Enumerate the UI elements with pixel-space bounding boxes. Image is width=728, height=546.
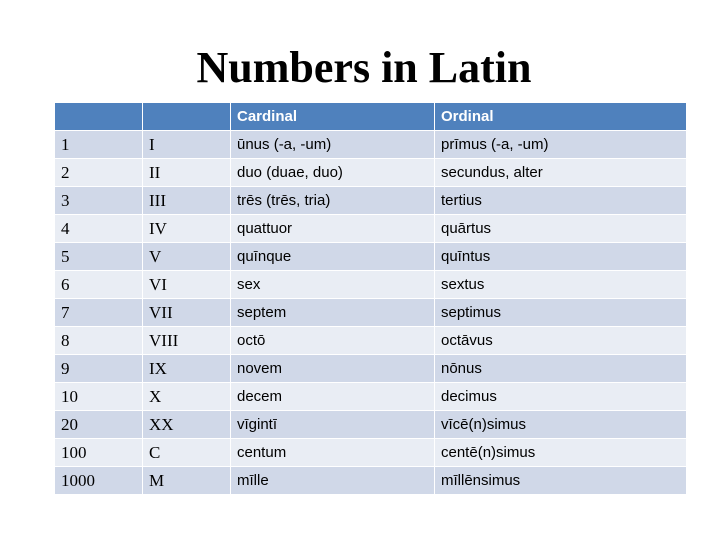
header-cardinal: Cardinal <box>231 103 435 131</box>
cell-ordinal: vīcē(n)simus <box>435 411 687 439</box>
cell-number: 20 <box>55 411 143 439</box>
cell-ordinal: nōnus <box>435 355 687 383</box>
numbers-table <box>54 102 687 495</box>
cell-ordinal: prīmus (-a, -um) <box>435 131 687 159</box>
cell-roman: VI <box>143 271 231 299</box>
table-row <box>55 243 687 271</box>
table-header-row <box>55 103 687 131</box>
cell-roman: I <box>143 131 231 159</box>
cell-number: 7 <box>55 299 143 327</box>
cell-number: 5 <box>55 243 143 271</box>
cell-cardinal: novem <box>231 355 435 383</box>
page-title: Numbers in Latin <box>196 43 532 92</box>
header-number <box>55 103 143 131</box>
table-row <box>55 187 687 215</box>
cell-roman: III <box>143 187 231 215</box>
table-row <box>55 467 687 495</box>
cell-ordinal: quārtus <box>435 215 687 243</box>
cell-cardinal: trēs (trēs, tria) <box>231 187 435 215</box>
cell-cardinal: octō <box>231 327 435 355</box>
table-row <box>55 159 687 187</box>
header-ordinal: Ordinal <box>435 103 687 131</box>
cell-ordinal: octāvus <box>435 327 687 355</box>
cell-cardinal: duo (duae, duo) <box>231 159 435 187</box>
cell-ordinal: centē(n)simus <box>435 439 687 467</box>
cell-cardinal: quattuor <box>231 215 435 243</box>
table-row <box>55 383 687 411</box>
cell-roman: C <box>143 439 231 467</box>
cell-roman: M <box>143 467 231 495</box>
cell-ordinal: tertius <box>435 187 687 215</box>
header-roman <box>143 103 231 131</box>
table-row <box>55 411 687 439</box>
cell-roman: IX <box>143 355 231 383</box>
cell-cardinal: quīnque <box>231 243 435 271</box>
table-row <box>55 131 687 159</box>
table-row <box>55 215 687 243</box>
cell-cardinal: ūnus (-a, -um) <box>231 131 435 159</box>
cell-roman: VII <box>143 299 231 327</box>
cell-ordinal: quīntus <box>435 243 687 271</box>
cell-roman: X <box>143 383 231 411</box>
cell-ordinal: mīllēnsimus <box>435 467 687 495</box>
cell-number: 9 <box>55 355 143 383</box>
cell-cardinal: septem <box>231 299 435 327</box>
cell-cardinal: decem <box>231 383 435 411</box>
cell-cardinal: centum <box>231 439 435 467</box>
cell-roman: V <box>143 243 231 271</box>
cell-roman: IV <box>143 215 231 243</box>
cell-number: 1 <box>55 131 143 159</box>
table-row <box>55 271 687 299</box>
cell-number: 4 <box>55 215 143 243</box>
cell-ordinal: secundus, alter <box>435 159 687 187</box>
cell-ordinal: septimus <box>435 299 687 327</box>
cell-cardinal: sex <box>231 271 435 299</box>
cell-cardinal: mīlle <box>231 467 435 495</box>
table-row <box>55 355 687 383</box>
cell-roman: II <box>143 159 231 187</box>
cell-roman: VIII <box>143 327 231 355</box>
cell-number: 100 <box>55 439 143 467</box>
cell-ordinal: decimus <box>435 383 687 411</box>
cell-number: 1000 <box>55 467 143 495</box>
cell-number: 10 <box>55 383 143 411</box>
cell-ordinal: sextus <box>435 271 687 299</box>
table-row <box>55 327 687 355</box>
table-row <box>55 299 687 327</box>
cell-number: 6 <box>55 271 143 299</box>
table-row <box>55 439 687 467</box>
cell-roman: XX <box>143 411 231 439</box>
table-body <box>55 131 687 495</box>
cell-number: 3 <box>55 187 143 215</box>
cell-cardinal: vīgintī <box>231 411 435 439</box>
cell-number: 2 <box>55 159 143 187</box>
cell-number: 8 <box>55 327 143 355</box>
